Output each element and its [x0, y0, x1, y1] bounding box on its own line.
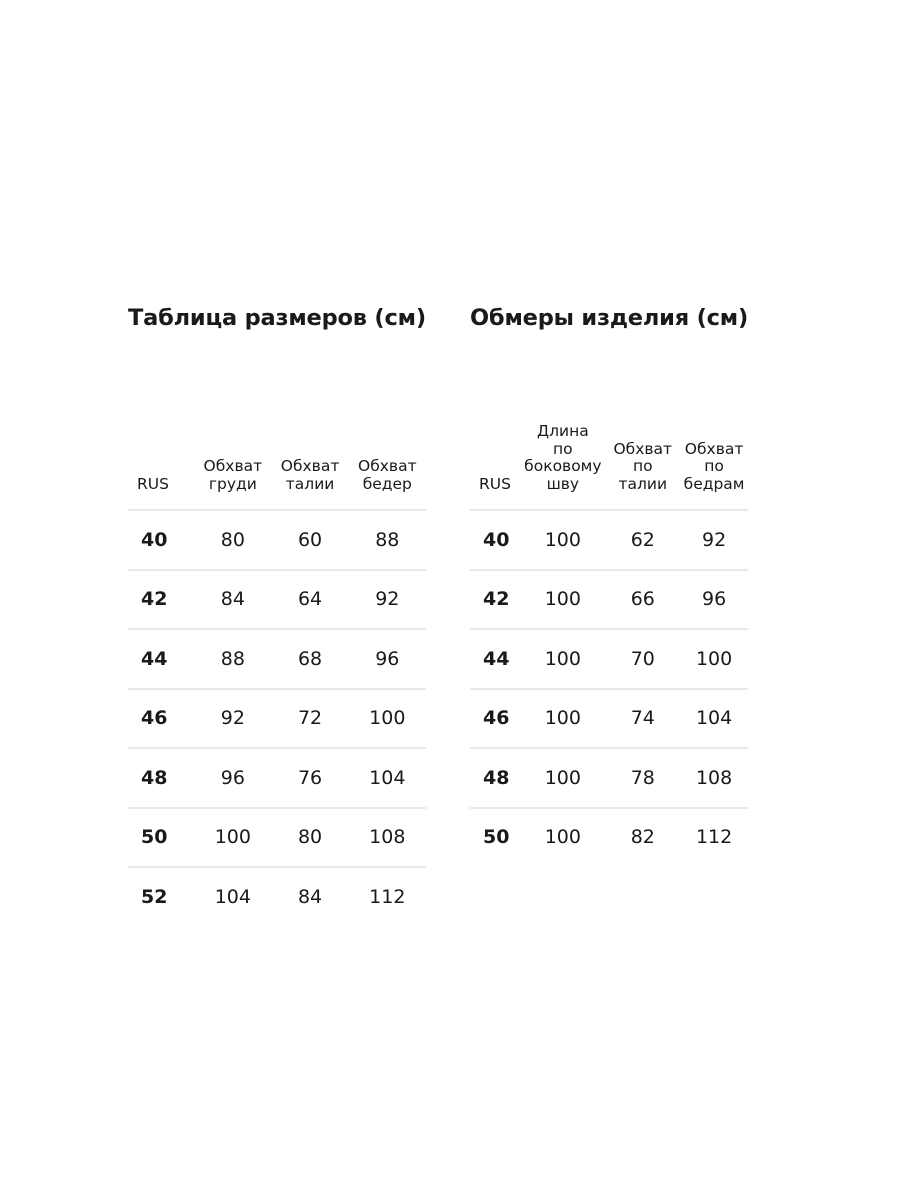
column-header [520, 398, 605, 510]
column-header-line: груди [208, 474, 257, 493]
column-header-line: Обхват [358, 457, 417, 475]
column-header-line: Обхват [203, 457, 263, 475]
table-row [470, 510, 748, 570]
size-cell: 42 [128, 570, 194, 630]
value-cell: 84 [297, 885, 323, 908]
value-cell: 72 [271, 689, 348, 749]
size-chart-table [128, 398, 426, 926]
table-row [128, 808, 426, 868]
value-cell: 100 [520, 510, 605, 570]
value-cell: 100 [520, 629, 605, 689]
value-cell: 96 [194, 748, 271, 808]
value-cell: 108 [349, 808, 426, 868]
table-row [470, 808, 748, 867]
table-header-row [128, 398, 426, 510]
value-cell: 104 [680, 689, 748, 749]
value-cell: 100 [680, 629, 748, 689]
value-cell: 112 [369, 885, 406, 908]
column-header [194, 398, 271, 510]
size-chart-title: Таблица размеров (см) [128, 305, 426, 331]
value-cell: 100 [520, 748, 605, 808]
value-cell: 96 [680, 570, 748, 630]
column-header-line: RUS [479, 474, 511, 493]
column-header-line: бедрам [683, 474, 745, 493]
column-header-line: бедер [362, 474, 412, 493]
column-header-line: шву [546, 474, 580, 493]
size-cell: 48 [128, 748, 194, 808]
value-cell: 62 [606, 510, 681, 570]
size-cell: 44 [470, 629, 520, 689]
column-header [680, 398, 748, 510]
table-row [128, 748, 426, 808]
column-header-line: по [553, 439, 573, 458]
size-cell: 44 [128, 629, 194, 689]
value-cell: 82 [630, 826, 655, 849]
column-header-line: талии [618, 474, 668, 493]
table-row [128, 689, 426, 749]
garment-measurements-title: Обмеры изделия (см) [470, 305, 749, 331]
column-header-line: Обхват [684, 439, 744, 458]
table-header-row [470, 398, 748, 510]
garment-measurements-section [470, 300, 749, 849]
table-row [128, 867, 426, 926]
value-cell: 100 [194, 808, 271, 868]
size-cell: 48 [470, 748, 520, 808]
column-header-line: RUS [137, 474, 169, 493]
column-header-line: Длина [536, 422, 589, 440]
table-row [470, 570, 748, 630]
column-header-line: по [704, 457, 724, 475]
value-cell: 104 [349, 748, 426, 808]
column-header [349, 398, 426, 510]
table-row [470, 748, 748, 808]
value-cell: 74 [606, 689, 681, 749]
size-chart-section [128, 300, 426, 908]
value-cell: 66 [606, 570, 681, 630]
value-cell: 78 [606, 748, 681, 808]
size-cell: 50 [128, 808, 194, 868]
value-cell: 104 [214, 885, 251, 908]
value-cell: 88 [349, 510, 426, 570]
value-cell: 70 [606, 629, 681, 689]
column-header-line: Обхват [613, 439, 673, 458]
garment-measurements-table [470, 398, 748, 866]
size-cell: 40 [470, 510, 520, 570]
column-header [128, 398, 194, 510]
table-row [470, 689, 748, 749]
value-cell: 80 [271, 808, 348, 868]
column-header-line: по [632, 457, 653, 475]
table-row [128, 510, 426, 570]
value-cell: 100 [349, 689, 426, 749]
value-cell: 92 [349, 570, 426, 630]
value-cell: 76 [271, 748, 348, 808]
column-header-line: Обхват [280, 457, 340, 475]
table-row [128, 629, 426, 689]
value-cell: 100 [544, 826, 581, 849]
value-cell: 92 [680, 510, 748, 570]
size-cell: 46 [470, 689, 520, 749]
value-cell: 64 [271, 570, 348, 630]
value-cell: 80 [194, 510, 271, 570]
value-cell: 88 [194, 629, 271, 689]
column-header-line: талии [285, 474, 335, 493]
table-row [470, 629, 748, 689]
size-cell: 50 [483, 826, 510, 849]
value-cell: 96 [349, 629, 426, 689]
column-header [271, 398, 348, 510]
size-cell: 40 [128, 510, 194, 570]
size-cell: 42 [470, 570, 520, 630]
value-cell: 92 [194, 689, 271, 749]
table-row [128, 570, 426, 630]
column-header-line: боковому [524, 457, 602, 475]
size-cell: 52 [141, 885, 168, 908]
value-cell: 112 [695, 826, 733, 849]
value-cell: 100 [520, 689, 605, 749]
column-header [470, 398, 520, 510]
value-cell: 84 [194, 570, 271, 630]
size-cell: 46 [128, 689, 194, 749]
value-cell: 68 [271, 629, 348, 689]
value-cell: 60 [271, 510, 348, 570]
column-header [606, 398, 681, 510]
value-cell: 108 [680, 748, 748, 808]
value-cell: 100 [520, 570, 605, 630]
